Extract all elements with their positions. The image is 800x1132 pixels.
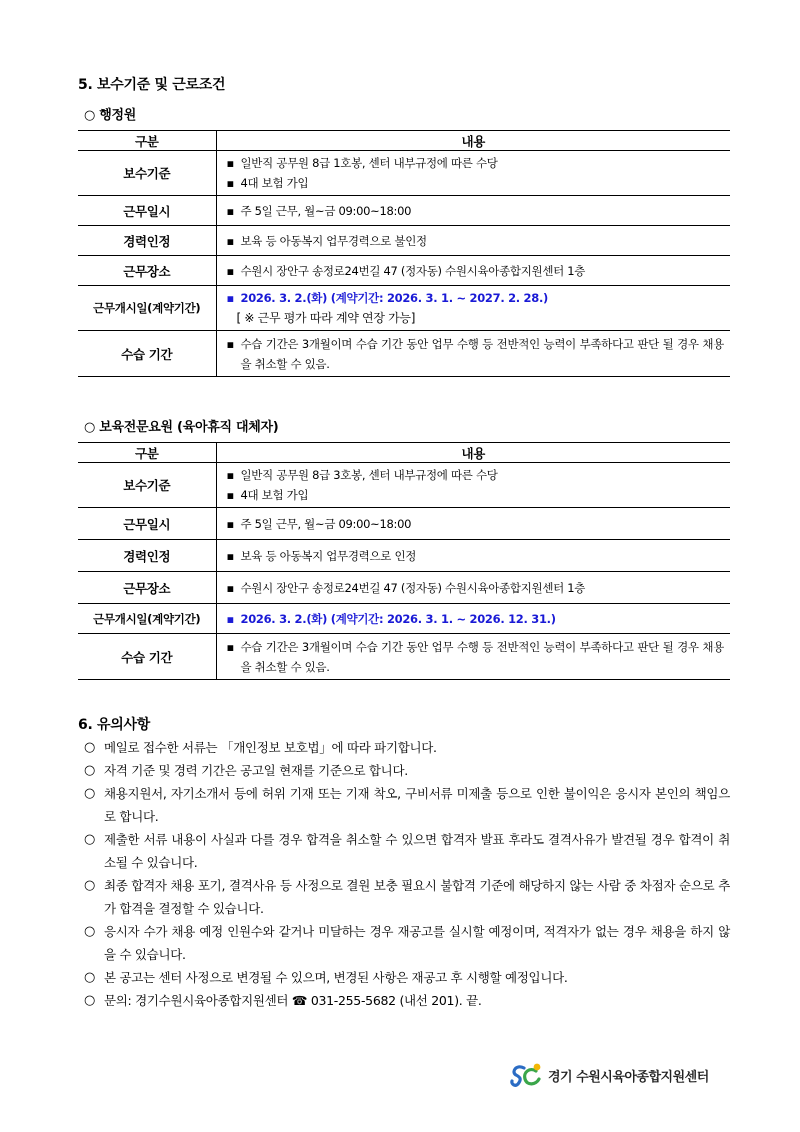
- nursery-staff-table: [78, 442, 730, 680]
- table-row: [78, 256, 730, 286]
- caution-list: [84, 736, 730, 1012]
- bullet-text: 주 5일 근무, 월~금 09:00~18:00: [240, 203, 412, 218]
- table-header-row: [78, 443, 730, 463]
- table-header-row: [78, 131, 730, 151]
- row-content: ▪ 수원시 장안구 송정로24번길 47 (정자동) 수원시육아종합지원센터 1층: [216, 572, 730, 604]
- row-content: ▪ 보육 등 아동복지 업무경력으로 인정: [216, 540, 730, 572]
- section-6-title: 6. 유의사항: [78, 717, 150, 733]
- bullet-text: 수원시 장안구 송정로24번길 47 (정자동) 수원시육아종합지원센터 1층: [240, 580, 586, 595]
- bullet-text: 일반직 공무원 8급 3호봉, 센터 내부규정에 따른 수당: [240, 468, 498, 482]
- bullet-text: 수원시 장안구 송정로24번길 47 (정자동) 수원시육아종합지원센터 1층: [240, 263, 586, 278]
- bullet-text: 보육 등 아동복지 업무경력으로 인정: [240, 548, 417, 563]
- table-row: [78, 508, 730, 540]
- table-row: [78, 572, 730, 604]
- row-content: ▪ 보육 등 아동복지 업무경력으로 불인정: [216, 226, 730, 256]
- org-logo-icon: [510, 1062, 544, 1088]
- bullet-text: 4대 보험 가입: [240, 488, 309, 502]
- table-row: [78, 604, 730, 634]
- admin-staff-subtitle: ○ 행정원: [84, 108, 137, 123]
- row-content: ▪ 2026. 3. 2.(화) (계약기간: 2026. 3. 1. ~ 2026. 12. 31.): [216, 604, 730, 634]
- header-category: 구분: [78, 443, 216, 463]
- row-content: ▪ 수습 기간은 3개월이며 수습 기간 동안 업무 수행 등 전반적인 능력이 부족하다고 판단 될 경우 채용을 취소할 수 있음.: [216, 634, 730, 680]
- bullet-text: 2026. 3. 2.(화) (계약기간: 2026. 3. 1. ~ 2027. 2. 28.): [240, 291, 548, 305]
- contract-note: [ ※ 근무 평가 따라 계약 연장 가능]: [236, 311, 416, 325]
- bullet-text: 2026. 3. 2.(화) (계약기간: 2026. 3. 1. ~ 2026. 12. 31.): [240, 611, 556, 626]
- row-label: 경력인정: [78, 226, 216, 256]
- bullet-text: 4대 보험 가입: [240, 176, 309, 190]
- table-row: [78, 634, 730, 680]
- row-label: 보수기준: [78, 463, 216, 508]
- admin-staff-table: [78, 130, 730, 377]
- row-label: 근무일시: [78, 508, 216, 540]
- row-content: ▪ 주 5일 근무, 월~금 09:00~18:00: [216, 508, 730, 540]
- row-label: 근무개시일(계약기간): [78, 286, 216, 331]
- row-content: ▪ 주 5일 근무, 월~금 09:00~18:00: [216, 196, 730, 226]
- bullet-text: 수습 기간은 3개월이며 수습 기간 동안 업무 수행 등 전반적인 능력이 부족하다고 판단 될 경우 채용을 취소할 수 있음.: [240, 639, 724, 674]
- list-item: ○ 본 공고는 센터 사정으로 변경될 수 있으며, 변경된 사항은 재공고 후 시행할 예정입니다.: [84, 970, 568, 985]
- list-item: ○ 자격 기준 및 경력 기간은 공고일 현재를 기준으로 합니다.: [84, 763, 408, 778]
- list-item: ○ 메일로 접수한 서류는 「개인정보 보호법」에 따라 파기합니다.: [84, 740, 437, 755]
- row-content: ▪ 2026. 3. 2.(화) (계약기간: 2026. 3. 1. ~ 2027. 2. 28.) [ ※ 근무 평가 따라 계약 연장 가능]: [216, 286, 730, 331]
- row-content: ▪ 일반직 공무원 8급 1호봉, 센터 내부규정에 따른 수당 ▪ 4대 보험 가입: [216, 151, 730, 196]
- nursery-staff-subtitle: ○ 보육전문요원 (육아휴직 대체자): [84, 420, 279, 435]
- table-row: [78, 463, 730, 508]
- table-row: [78, 196, 730, 226]
- header-category: 구분: [78, 131, 216, 151]
- table-row: [78, 226, 730, 256]
- row-content: ▪ 수습 기간은 3개월이며 수습 기간 동안 업무 수행 등 전반적인 능력이 부족하다고 판단 될 경우 채용을 취소할 수 있음.: [216, 331, 730, 377]
- row-content: ▪ 일반직 공무원 8급 3호봉, 센터 내부규정에 따른 수당 ▪ 4대 보험 가입: [216, 463, 730, 508]
- list-item: ○ 제출한 서류 내용이 사실과 다를 경우 합격을 취소할 수 있으면 합격자 발표 후라도 결격사유가 발견될 경우 합격이 취소될 수 있습니다.: [84, 832, 730, 870]
- bullet-text: 보육 등 아동복지 업무경력으로 불인정: [240, 233, 427, 248]
- table-row: [78, 540, 730, 572]
- table-row: [78, 286, 730, 331]
- section-5-title: 5. 보수기준 및 근로조건: [78, 77, 226, 93]
- list-item: ○ 최종 합격자 채용 포기, 결격사유 등 사정으로 결원 보충 필요시 불합격 기준에 해당하지 않는 사람 중 차점자 순으로 추가 합격을 결정할 수 있습니다.: [84, 878, 730, 916]
- table-row: [78, 151, 730, 196]
- row-label: 경력인정: [78, 540, 216, 572]
- row-label: 보수기준: [78, 151, 216, 196]
- list-item: ○ 채용지원서, 자기소개서 등에 허위 기재 또는 기재 착오, 구비서류 미제출 등으로 인한 불이익은 응시자 본인의 책임으로 합니다.: [84, 786, 730, 824]
- row-label: 근무장소: [78, 572, 216, 604]
- table-row: [78, 331, 730, 377]
- list-item: ○ 문의: 경기수원시육아종합지원센터 ☎ 031-255-5682 (내선 201). 끝.: [84, 993, 482, 1008]
- footer-org-name: 경기 수원시육아종합지원센터: [548, 1069, 709, 1085]
- bullet-text: 일반직 공무원 8급 1호봉, 센터 내부규정에 따른 수당: [240, 156, 498, 170]
- row-label: 근무개시일(계약기간): [78, 604, 216, 634]
- row-label: 수습 기간: [78, 634, 216, 680]
- header-content: 내용: [216, 131, 730, 151]
- bullet-text: 주 5일 근무, 월~금 09:00~18:00: [240, 516, 412, 531]
- row-label: 근무일시: [78, 196, 216, 226]
- row-content: ▪ 수원시 장안구 송정로24번길 47 (정자동) 수원시육아종합지원센터 1층: [216, 256, 730, 286]
- footer-org: [510, 1062, 709, 1088]
- row-label: 근무장소: [78, 256, 216, 286]
- bullet-text: 수습 기간은 3개월이며 수습 기간 동안 업무 수행 등 전반적인 능력이 부족하다고 판단 될 경우 채용을 취소할 수 있음.: [240, 336, 724, 371]
- header-content: 내용: [216, 443, 730, 463]
- list-item: ○ 응시자 수가 채용 예정 인원수와 같거나 미달하는 경우 재공고를 실시할 예정이며, 적격자가 없는 경우 채용을 하지 않을 수 있습니다.: [84, 924, 730, 962]
- row-label: 수습 기간: [78, 331, 216, 377]
